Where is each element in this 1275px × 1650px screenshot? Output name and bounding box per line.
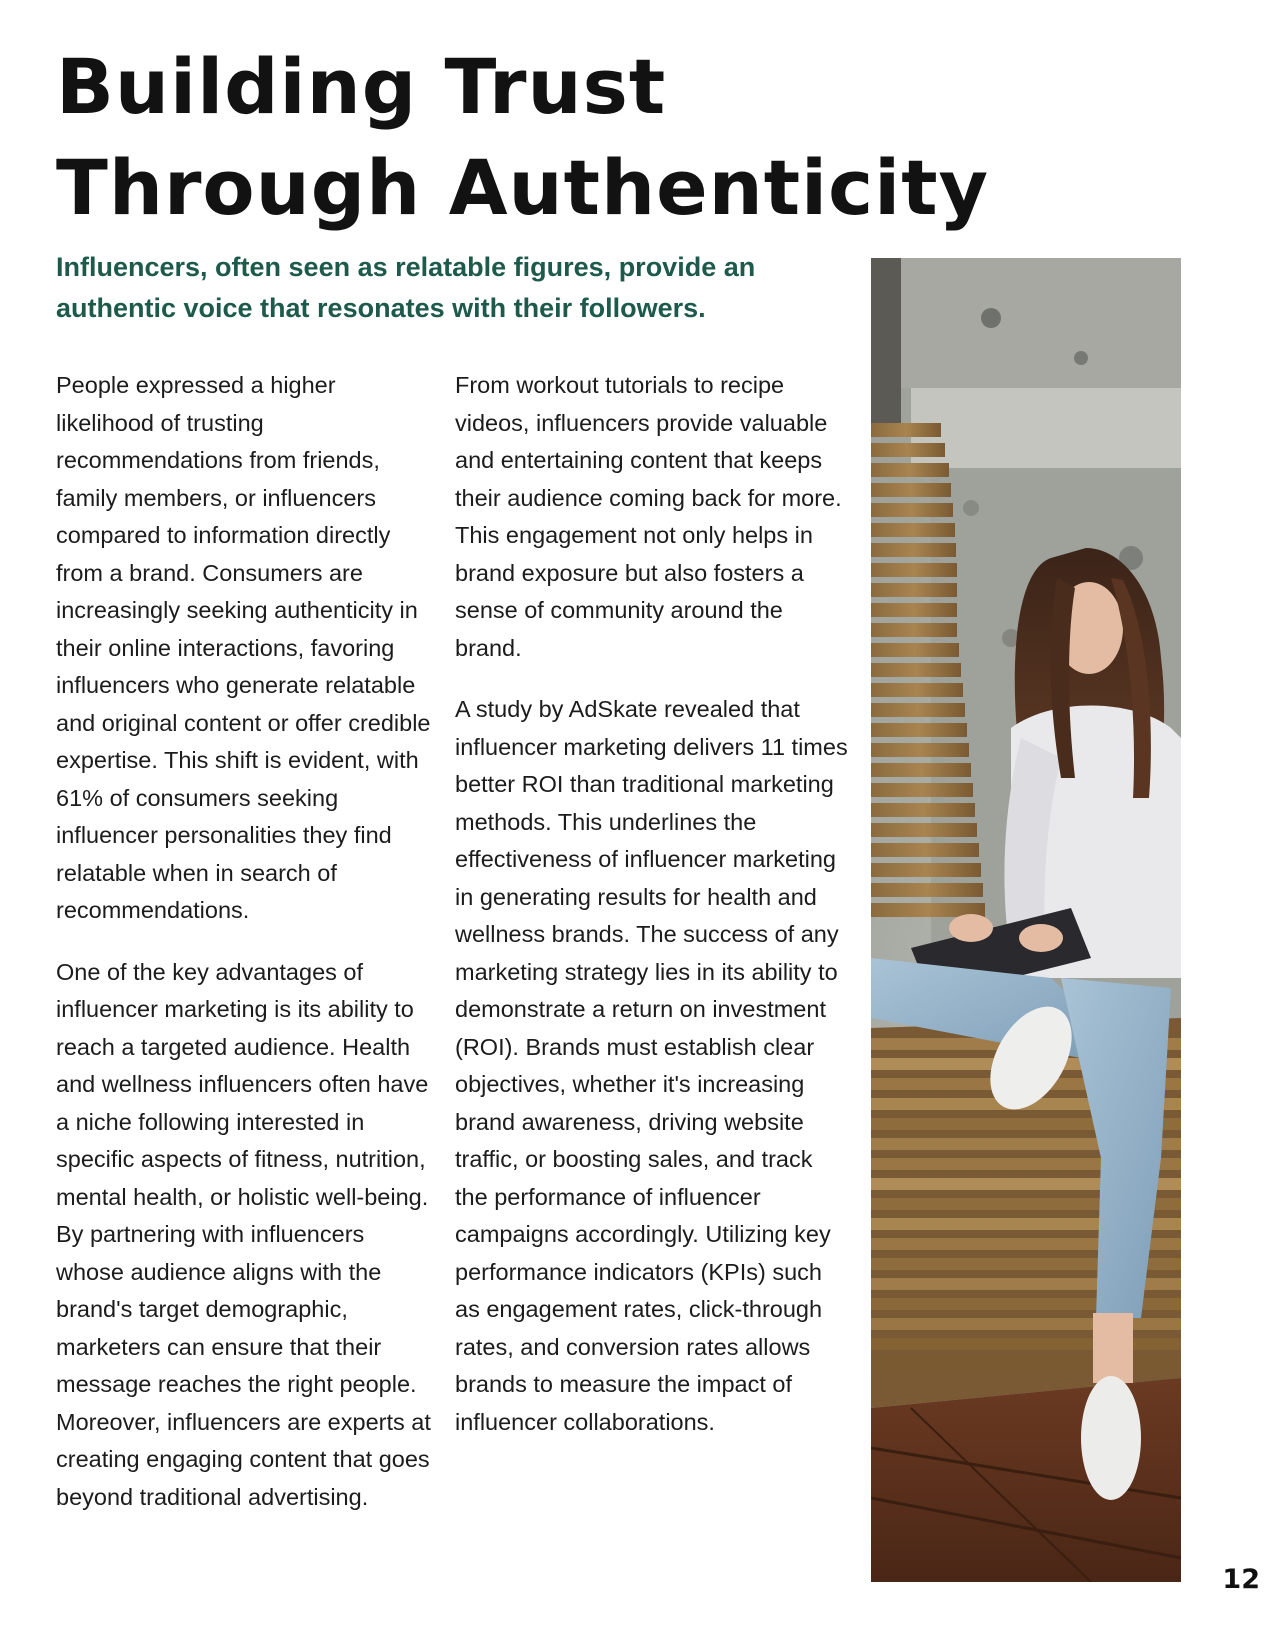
page-number: 12 bbox=[1222, 1564, 1260, 1595]
page-subtitle: Influencers, often seen as relatable figures, provide an authentic voice that resonates with their followers. bbox=[56, 252, 756, 323]
body-paragraph: A study by AdSkate revealed that influencer marketing delivers 11 times better ROI than traditional marketing methods. This underlines the effectiveness of influencer marketing in generating results for health and wellness brands. The success of any marketing strategy lies in its ability to demonstrate a return on investment (ROI). Brands must establish clear objectives, whether it's increasing brand awareness, driving website traffic, or boosting sales, and track the performance of influencer campaigns accordingly. Utilizing key performance indicators (KPIs) such as engagement rates, click-through rates, and conversion rates allows brands to measure the impact of influencer collaborations. bbox=[455, 696, 848, 1435]
left-text-column bbox=[56, 367, 434, 1540]
body-paragraph: One of the key advantages of influencer marketing is its ability to reach a targeted audience. Health and wellness influencers often have a niche following interested in specific aspects of fitness, nutrition, mental health, or holistic well-being. By partnering with influencers whose audience aligns with the brand's target demographic, marketers can ensure that their message reaches the right people. Moreover, influencers are experts at creating engaging content that goes beyond traditional advertising. bbox=[56, 958, 431, 1510]
page-title: Building Trust Through Authenticity bbox=[56, 42, 990, 232]
right-text-column bbox=[455, 367, 850, 1465]
photo-illustration bbox=[871, 258, 1181, 1582]
body-paragraph: People expressed a higher likelihood of trusting recommendations from friends, family members, or influencers compared to information directly from a brand. Consumers are increasingly seeking authenticity in their online interactions, favoring influencers who generate relatable and original content or offer credible expertise. This shift is evident, with 61% of consumers seeking influencer personalities they find relatable when in search of recommendations. bbox=[56, 372, 431, 923]
woman-laptop-photo bbox=[871, 258, 1181, 1582]
body-paragraph: From workout tutorials to recipe videos, influencers provide valuable and entertaining content that keeps their audience coming back for more. This engagement not only helps in brand exposure but also fosters a sense of community around the brand. bbox=[455, 372, 842, 661]
